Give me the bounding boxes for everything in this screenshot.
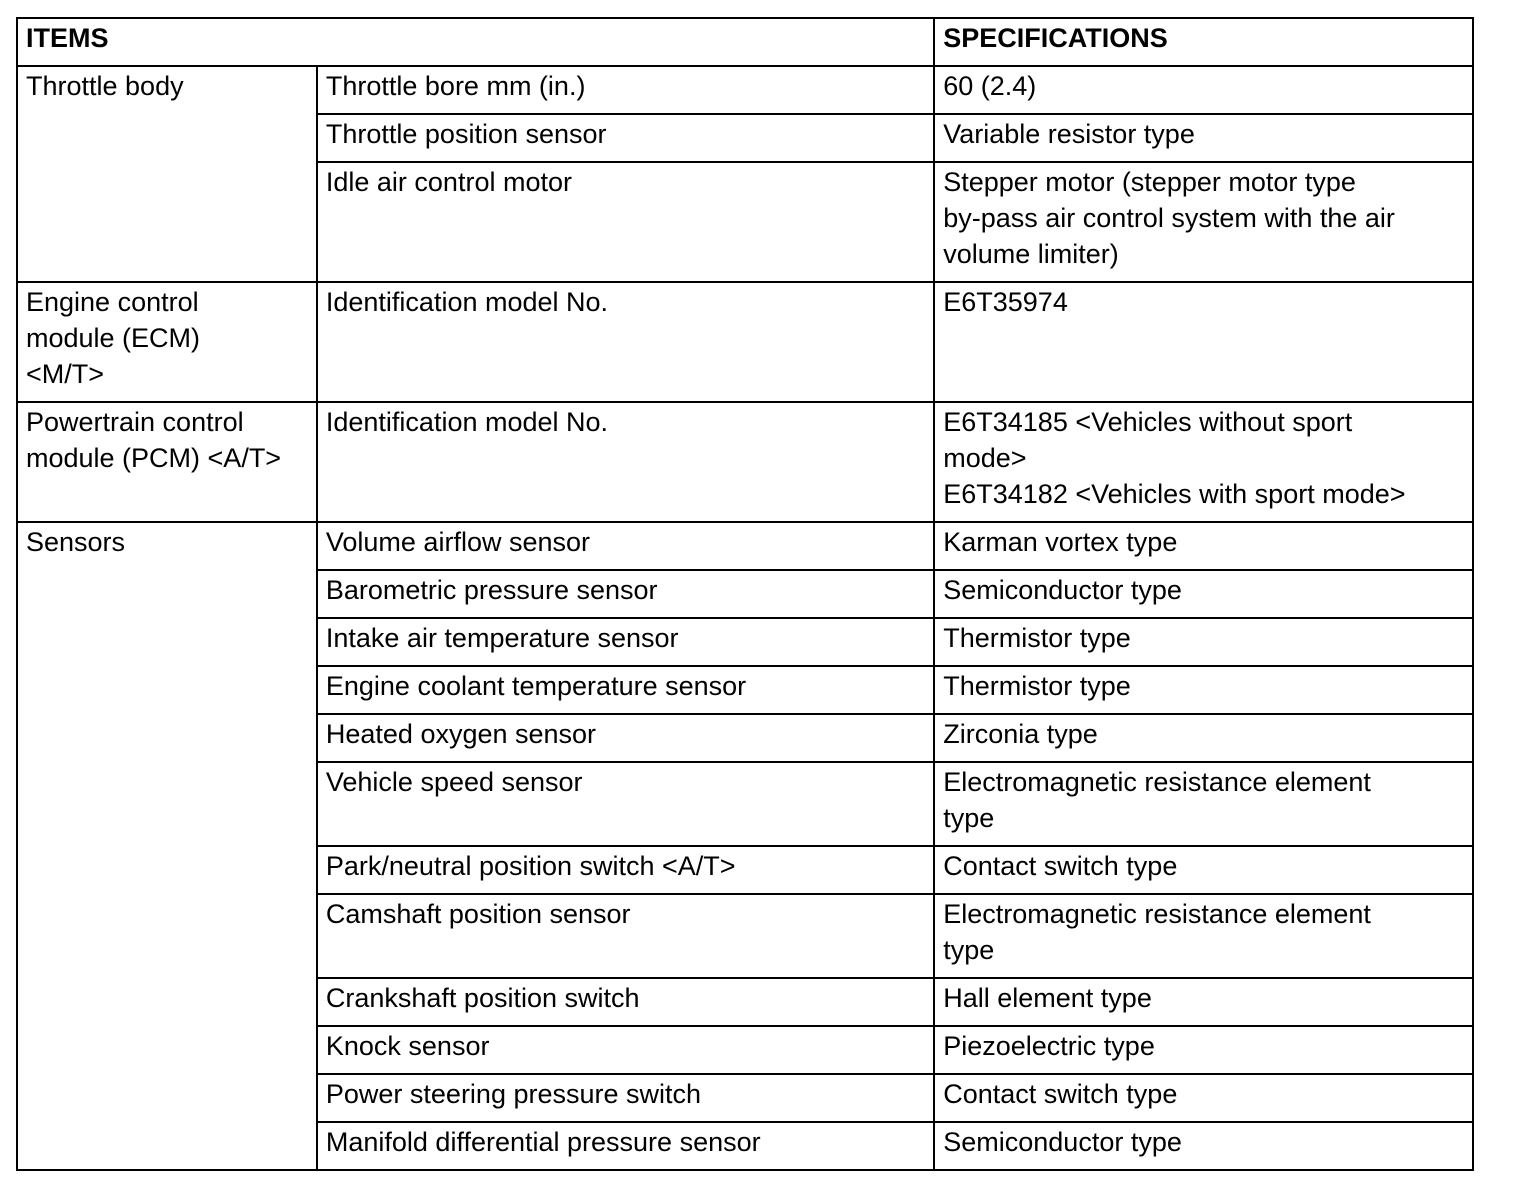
group-name-cell: [17, 282, 317, 402]
item-cell: Identification model No.: [317, 282, 934, 402]
group-name-line: Sensors: [26, 527, 126, 557]
spec-line: E6T34185 <Vehicles without sport: [943, 407, 1353, 437]
item-cell: Volume airflow sensor: [317, 522, 934, 570]
group-name-line: Powertrain control: [26, 407, 244, 437]
spec-cell: [934, 1122, 1473, 1170]
table-header-row: [17, 18, 1473, 66]
spec-cell: [934, 618, 1473, 666]
spec-cell: [934, 1026, 1473, 1074]
specifications-header: SPECIFICATIONS: [934, 18, 1473, 66]
spec-line: Hall element type: [943, 983, 1152, 1013]
spec-line: E6T34182 <Vehicles with sport mode>: [943, 479, 1406, 509]
item-cell: Park/neutral position switch <A/T>: [317, 846, 934, 894]
spec-line: mode>: [943, 443, 1027, 473]
spec-cell: [934, 282, 1473, 402]
spec-line: Zirconia type: [943, 719, 1098, 749]
spec-line: type: [943, 803, 995, 833]
item-cell: Manifold differential pressure sensor: [317, 1122, 934, 1170]
spec-line: Variable resistor type: [943, 119, 1195, 149]
table-row: [17, 402, 1473, 522]
group-name-line: module (ECM): [26, 323, 201, 353]
spec-cell: [934, 66, 1473, 114]
item-cell: Barometric pressure sensor: [317, 570, 934, 618]
spec-cell: [934, 1074, 1473, 1122]
group-name-line: module (PCM) <A/T>: [26, 443, 282, 473]
table-row: [17, 282, 1473, 402]
item-cell: Power steering pressure switch: [317, 1074, 934, 1122]
item-cell: Intake air temperature sensor: [317, 618, 934, 666]
spec-cell: [934, 162, 1473, 282]
item-cell: Throttle bore mm (in.): [317, 66, 934, 114]
spec-line: Semiconductor type: [943, 575, 1182, 605]
table-row: [17, 66, 1473, 114]
spec-line: Piezoelectric type: [943, 1031, 1155, 1061]
spec-line: Semiconductor type: [943, 1127, 1182, 1157]
spec-line: Electromagnetic resistance element: [943, 767, 1371, 797]
item-cell: Throttle position sensor: [317, 114, 934, 162]
group-name-cell: [17, 522, 317, 1170]
spec-line: by-pass air control system with the air: [943, 203, 1395, 233]
items-header: ITEMS: [17, 18, 934, 66]
spec-cell: [934, 894, 1473, 978]
spec-cell: [934, 846, 1473, 894]
spec-cell: [934, 978, 1473, 1026]
group-name-cell: [17, 402, 317, 522]
spec-cell: [934, 714, 1473, 762]
spec-line: Karman vortex type: [943, 527, 1178, 557]
spec-cell: [934, 762, 1473, 846]
item-cell: Idle air control motor: [317, 162, 934, 282]
table-row: [17, 522, 1473, 570]
spec-line: Contact switch type: [943, 1079, 1178, 1109]
spec-line: E6T35974: [943, 287, 1068, 317]
group-name-line: Engine control: [26, 287, 199, 317]
spec-line: Stepper motor (stepper motor type: [943, 167, 1356, 197]
item-cell: Heated oxygen sensor: [317, 714, 934, 762]
spec-line: 60 (2.4): [943, 71, 1037, 101]
item-cell: Camshaft position sensor: [317, 894, 934, 978]
spec-line: type: [943, 935, 995, 965]
spec-cell: [934, 402, 1473, 522]
item-cell: Vehicle speed sensor: [317, 762, 934, 846]
table-body: [17, 66, 1473, 1170]
item-cell: Engine coolant temperature sensor: [317, 666, 934, 714]
spec-cell: [934, 114, 1473, 162]
spec-line: Thermistor type: [943, 671, 1131, 701]
item-cell: Identification model No.: [317, 402, 934, 522]
spec-cell: [934, 666, 1473, 714]
specifications-table: [16, 17, 1474, 1171]
spec-line: Thermistor type: [943, 623, 1131, 653]
spec-line: volume limiter): [943, 239, 1119, 269]
spec-line: Electromagnetic resistance element: [943, 899, 1371, 929]
spec-line: Contact switch type: [943, 851, 1178, 881]
group-name-line: <M/T>: [26, 359, 105, 389]
spec-cell: [934, 522, 1473, 570]
spec-cell: [934, 570, 1473, 618]
group-name-cell: [17, 66, 317, 282]
item-cell: Crankshaft position switch: [317, 978, 934, 1026]
item-cell: Knock sensor: [317, 1026, 934, 1074]
group-name-line: Throttle body: [26, 71, 184, 101]
